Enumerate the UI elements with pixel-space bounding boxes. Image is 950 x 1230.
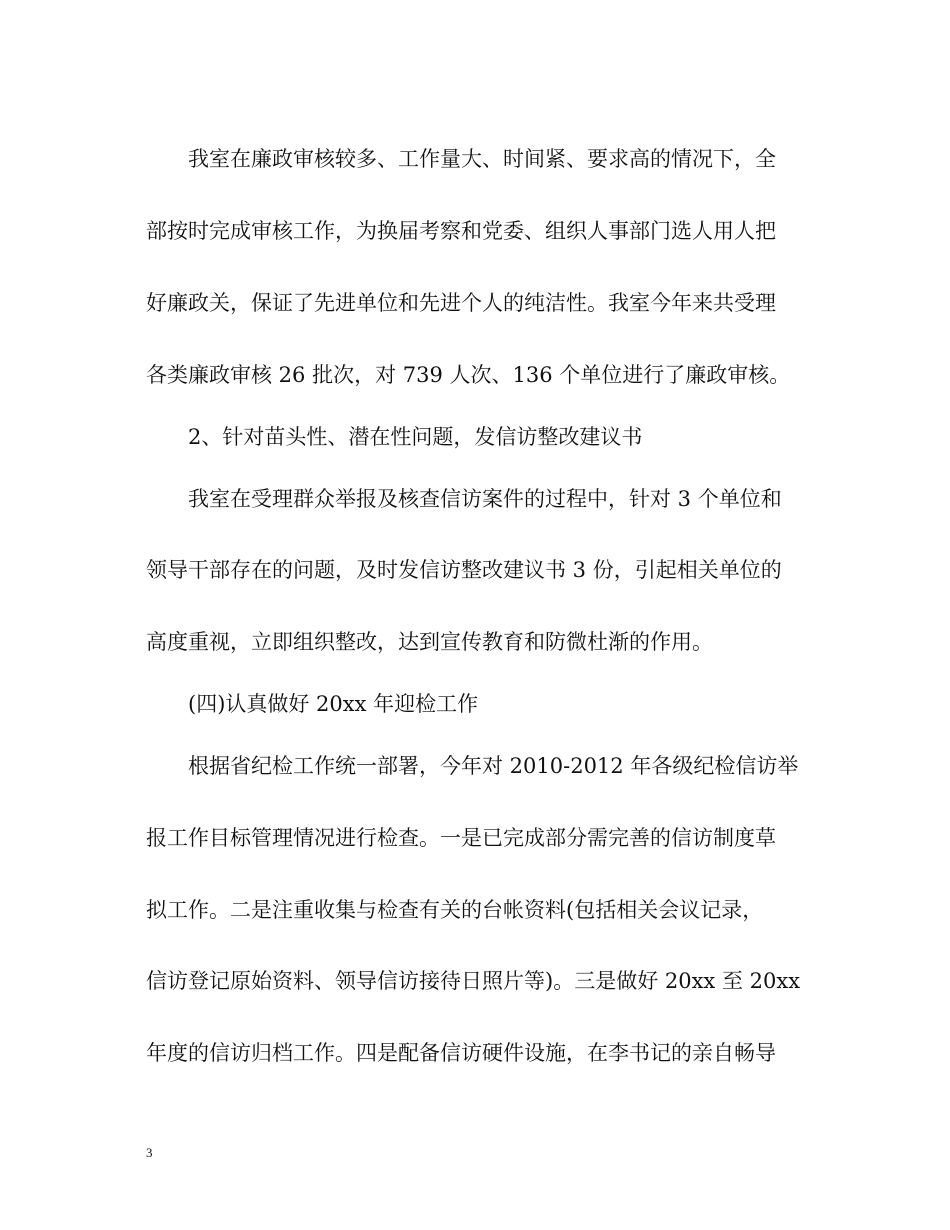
paragraph-line: 好廉政关，保证了先进单位和先进个人的纯洁性。我室今年来共受理 xyxy=(146,291,776,315)
paragraph-line: 报工作目标管理情况进行检查。一是已完成部分需完善的信访制度草 xyxy=(146,826,776,850)
paragraph-line: 拟工作。二是注重收集与检查有关的台帐资料(包括相关会议记录， xyxy=(146,898,764,922)
paragraph-line: 根据省纪检工作统一部署，今年对 2010-2012 年各级纪检信访举 xyxy=(188,754,799,778)
paragraph-line: 领导干部存在的问题，及时发信访整改建议书 3 份，引起相关单位的 xyxy=(146,558,782,582)
paragraph-line: 我室在廉政审核较多、工作量大、时间紧、要求高的情况下，全 xyxy=(188,147,776,171)
section-heading: (四)认真做好 20xx 年迎检工作 xyxy=(188,692,479,716)
paragraph-line: 年度的信访归档工作。四是配备信访硬件设施，在李书记的亲自畅导 xyxy=(146,1041,776,1065)
paragraph-line: 高度重视，立即组织整改，达到宣传教育和防微杜渐的作用。 xyxy=(146,630,713,654)
paragraph-line: 部按时完成审核工作，为换届考察和党委、组织人事部门选人用人把 xyxy=(146,219,776,243)
paragraph-line: 信访登记原始资料、领导信访接待日照片等)。三是做好 20xx 至 20xx xyxy=(146,969,801,993)
page-number: 3 xyxy=(146,1145,153,1160)
section-heading: 2、针对苗头性、潜在性问题，发信访整改建议书 xyxy=(188,425,643,449)
paragraph-line: 各类廉政审核 26 批次，对 739 人次、136 个单位进行了廉政审核。 xyxy=(146,363,791,387)
paragraph-line: 我室在受理群众举报及核查信访案件的过程中，针对 3 个单位和 xyxy=(188,487,782,511)
